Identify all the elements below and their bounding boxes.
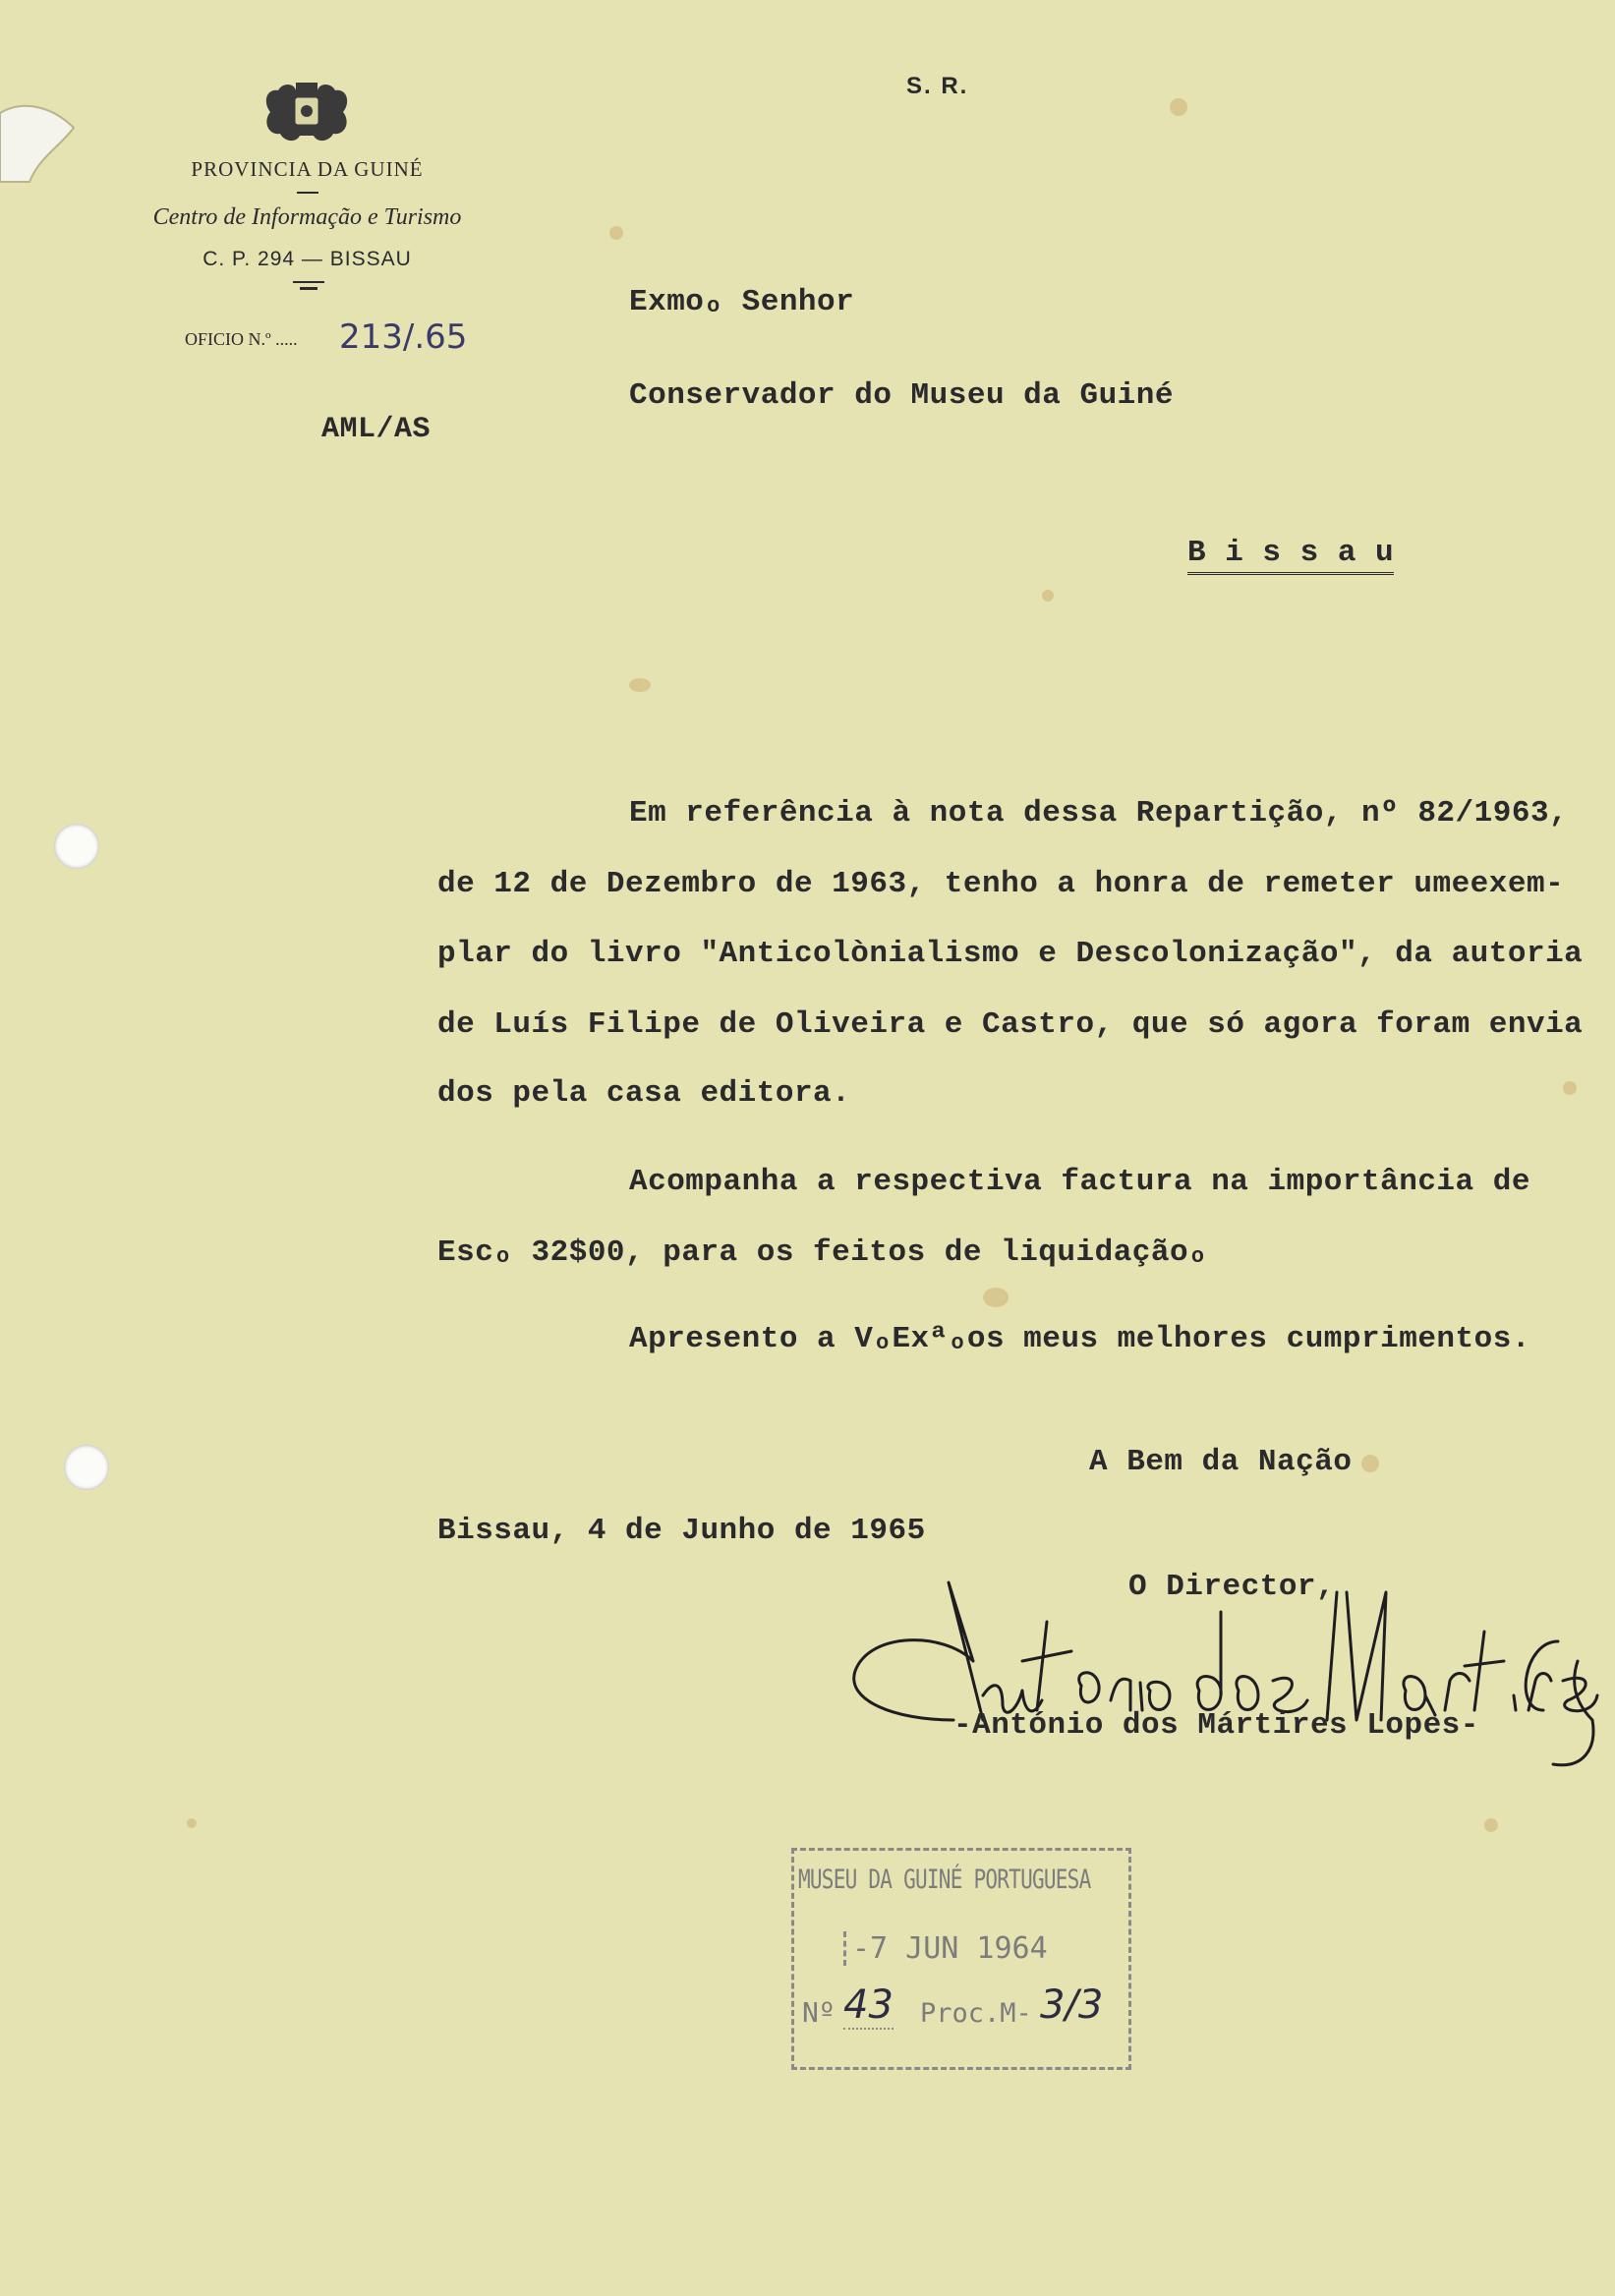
- punch-hole: [54, 824, 99, 869]
- oficio-number: 213/.65: [339, 317, 468, 357]
- stain: [1042, 590, 1054, 602]
- punch-hole: [64, 1445, 109, 1490]
- divider: [293, 281, 324, 283]
- oficio-label: OFICIO N.º .....: [185, 329, 298, 349]
- stain: [1170, 98, 1187, 116]
- stamp-proc-label: Proc.M-: [920, 1998, 1032, 2029]
- classification-mark: S. R.: [906, 73, 969, 99]
- letter-date: Bissau, 4 de Junho de 1965: [437, 1514, 926, 1548]
- stain: [187, 1818, 197, 1828]
- body-line: de Luís Filipe de Oliveira e Castro, que só agora foram envia: [437, 1007, 1584, 1042]
- archive-stamp: [791, 1848, 1131, 2070]
- reference-code: AML/AS: [321, 413, 432, 446]
- stain: [609, 226, 623, 240]
- body-line: Em referência à nota dessa Repartição, nº 82/1963,: [629, 796, 1569, 831]
- signatory-name: -António dos Mártires Lopes-: [953, 1708, 1479, 1743]
- stamp-number: 43: [843, 1982, 894, 2028]
- divider: [297, 192, 318, 194]
- stamp-date: -7 JUN 1964: [843, 1931, 1048, 1966]
- coat-of-arms-icon: [260, 77, 353, 147]
- stamp-institution: MUSEU DA GUINÉ PORTUGUESA: [798, 1865, 1091, 1895]
- body-line: dos pela casa editora.: [437, 1076, 851, 1111]
- recipient-city: B i s s a u: [1187, 536, 1394, 575]
- stain: [983, 1288, 1009, 1307]
- torn-corner: [0, 88, 88, 187]
- stain: [1563, 1081, 1577, 1095]
- recipient-title: Conservador do Museu da Guiné: [629, 378, 1174, 413]
- stamp-number-label: Nº: [802, 1996, 836, 2029]
- salutation: Exmoₒ Senhor: [629, 285, 855, 319]
- stain: [1484, 1818, 1498, 1832]
- closing-motto: A Bem da Nação: [1089, 1445, 1353, 1479]
- stain: [1361, 1455, 1379, 1472]
- body-line: plar do livro "Anticolònialismo e Descolonização", da autoria: [437, 937, 1584, 971]
- stamp-proc-number: 3/3: [1040, 1982, 1104, 2028]
- province-name: PROVINCIA DA GUINÉ: [191, 157, 424, 181]
- body-line: Escₒ 32$00, para os feitos de liquidaçãoₒ: [437, 1235, 1208, 1270]
- body-line: Acompanha a respectiva factura na importância de: [629, 1165, 1530, 1199]
- body-line: de 12 de Dezembro de 1963, tenho a honra de remeter umeexem-: [437, 867, 1565, 901]
- signatory-role: O Director,: [1128, 1570, 1336, 1604]
- office-name: Centro de Informação e Turismo: [152, 204, 462, 230]
- office-address: C. P. 294 — BISSAU: [202, 248, 412, 270]
- divider: [300, 287, 317, 290]
- body-line: Apresento a VₒExªₒos meus melhores cumprimentos.: [629, 1322, 1530, 1356]
- stain: [629, 678, 651, 692]
